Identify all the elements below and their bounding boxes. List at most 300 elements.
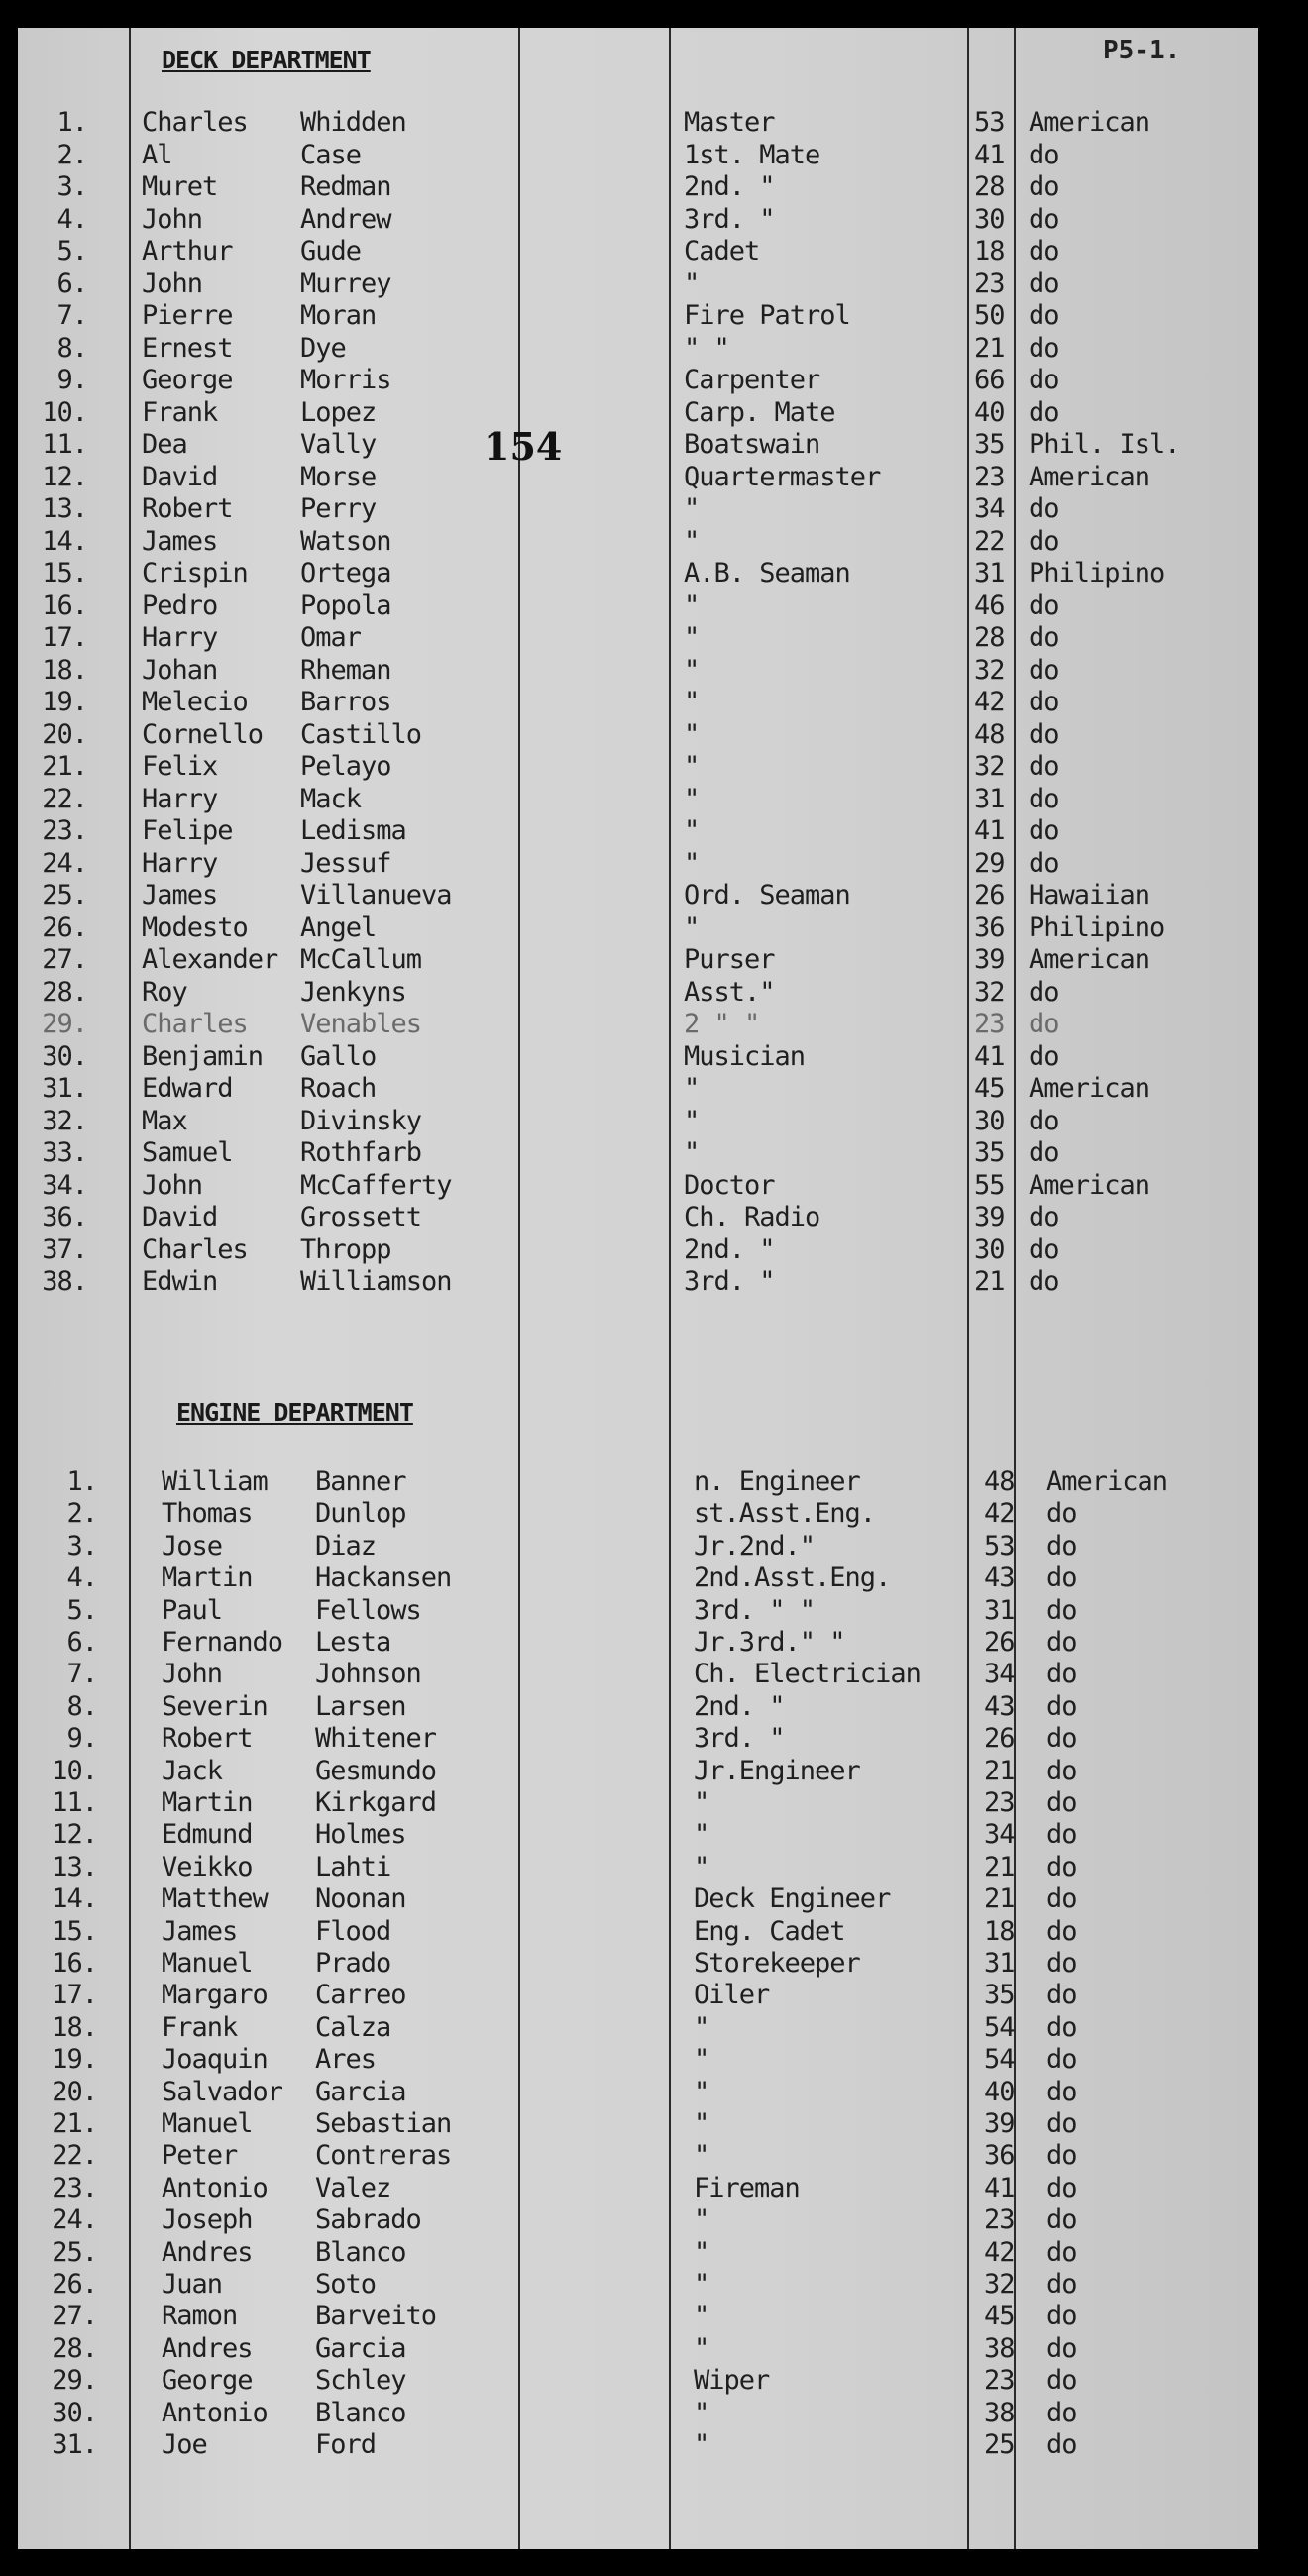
age: 31 xyxy=(974,558,1005,589)
nationality: do xyxy=(1029,171,1059,202)
age: 39 xyxy=(974,1202,1005,1233)
row-number: 14. xyxy=(42,525,87,557)
row-number: 12. xyxy=(42,461,87,492)
last-name: Gude xyxy=(300,236,362,267)
rank: " xyxy=(694,2108,709,2139)
nationality: American xyxy=(1029,944,1150,975)
crew-row xyxy=(18,687,1258,718)
row-number: 4. xyxy=(56,203,87,235)
nationality: do xyxy=(1046,1562,1077,1594)
first-name: James xyxy=(142,880,218,911)
last-name: Pelayo xyxy=(300,751,391,782)
first-name: David xyxy=(142,461,218,492)
row-number: 9. xyxy=(56,365,87,395)
page-stamp-number: 154 xyxy=(484,424,563,469)
row-number: 29. xyxy=(52,2365,97,2397)
last-name: Morris xyxy=(300,365,391,395)
last-name: Popola xyxy=(300,590,391,621)
last-name: Grossett xyxy=(300,1202,422,1233)
row-number: 33. xyxy=(42,1137,87,1168)
rank: " xyxy=(694,2204,709,2236)
crew-row xyxy=(18,751,1258,783)
age: 41 xyxy=(974,815,1005,846)
rank: 3rd. " xyxy=(684,203,775,235)
crew-row xyxy=(18,1137,1258,1169)
crew-row xyxy=(18,365,1258,396)
age: 41 xyxy=(984,2172,1015,2203)
rank: Doctor xyxy=(684,1169,775,1201)
nationality: do xyxy=(1046,2140,1077,2172)
last-name: Barveito xyxy=(315,2301,437,2332)
row-number: 22. xyxy=(42,783,87,814)
crew-row xyxy=(18,171,1258,203)
age: 18 xyxy=(974,236,1005,267)
nationality: do xyxy=(1046,1498,1077,1530)
row-number: 28. xyxy=(52,2332,97,2364)
last-name: Dunlop xyxy=(315,1498,406,1530)
nationality: do xyxy=(1046,1690,1077,1722)
age: 23 xyxy=(974,1009,1005,1039)
crew-row xyxy=(18,493,1258,525)
age: 48 xyxy=(984,1466,1015,1497)
first-name: Roy xyxy=(142,976,187,1008)
rank: " xyxy=(694,2044,709,2076)
rank: Fire Patrol xyxy=(684,300,850,331)
row-number: 17. xyxy=(52,1980,97,2011)
first-name: John xyxy=(142,203,203,235)
age: 36 xyxy=(974,912,1005,943)
last-name: Rheman xyxy=(300,654,391,686)
nationality: American xyxy=(1029,461,1150,492)
first-name: Pierre xyxy=(142,300,233,331)
last-name: Lopez xyxy=(300,396,377,428)
nationality: do xyxy=(1029,815,1059,846)
first-name: Matthew xyxy=(162,1883,268,1915)
rank: " xyxy=(694,2397,709,2428)
age: 54 xyxy=(984,2011,1015,2043)
rank: Wiper xyxy=(694,2365,770,2397)
first-name: William xyxy=(162,1466,268,1497)
age: 39 xyxy=(974,944,1005,975)
first-name: Salvador xyxy=(162,2076,283,2107)
last-name: McCallum xyxy=(300,944,422,975)
crew-row xyxy=(18,107,1258,139)
age: 32 xyxy=(974,751,1005,782)
last-name: Sabrado xyxy=(315,2204,421,2236)
last-name: Blanco xyxy=(315,2236,406,2268)
last-name: Perry xyxy=(300,493,377,524)
age: 26 xyxy=(974,880,1005,911)
rank: Ch. Electrician xyxy=(694,1659,921,1690)
row-number: 37. xyxy=(42,1234,87,1265)
first-name: Frank xyxy=(162,2011,238,2043)
first-name: Andres xyxy=(162,2236,253,2268)
age: 23 xyxy=(984,2204,1015,2236)
nationality: do xyxy=(1029,1234,1059,1265)
last-name: Ford xyxy=(315,2429,377,2460)
crew-row xyxy=(18,1819,1258,1851)
last-name: Watson xyxy=(300,525,391,557)
nationality: do xyxy=(1029,622,1059,653)
nationality: do xyxy=(1029,332,1059,364)
age: 53 xyxy=(984,1530,1015,1561)
rank: Jr.3rd." " xyxy=(694,1627,845,1658)
crew-row xyxy=(18,397,1258,429)
age: 30 xyxy=(974,203,1005,235)
age: 23 xyxy=(974,268,1005,299)
first-name: Harry xyxy=(142,622,218,653)
row-number: 7. xyxy=(66,1659,97,1690)
first-name: Thomas xyxy=(162,1498,253,1530)
first-name: John xyxy=(142,268,203,299)
row-number: 23. xyxy=(52,2172,97,2203)
row-number: 30. xyxy=(42,1040,87,1072)
age: 26 xyxy=(984,1627,1015,1658)
crew-row xyxy=(18,2301,1258,2332)
rank: Carp. Mate xyxy=(684,396,835,428)
first-name: John xyxy=(142,1169,203,1201)
age: 54 xyxy=(984,2044,1015,2076)
last-name: Kirkgard xyxy=(315,1787,437,1818)
row-number: 23. xyxy=(42,815,87,846)
crew-row xyxy=(18,558,1258,590)
age: 36 xyxy=(984,2140,1015,2172)
last-name: Sebastian xyxy=(315,2108,452,2139)
age: 39 xyxy=(984,2108,1015,2139)
crew-row xyxy=(18,1787,1258,1819)
age: 48 xyxy=(974,718,1005,750)
rank: 2nd. " xyxy=(694,1690,785,1722)
first-name: Martin xyxy=(162,1562,253,1594)
last-name: Dye xyxy=(300,332,346,364)
row-number: 24. xyxy=(42,847,87,879)
age: 41 xyxy=(974,139,1005,170)
nationality: do xyxy=(1029,1137,1059,1168)
crew-row xyxy=(18,1691,1258,1723)
last-name: Angel xyxy=(300,912,377,943)
first-name: Alexander xyxy=(142,944,278,975)
nationality: Hawaiian xyxy=(1029,880,1150,911)
rank: Eng. Cadet xyxy=(694,1915,845,1947)
age: 35 xyxy=(974,429,1005,460)
first-name: Harry xyxy=(142,783,218,814)
first-name: Margaro xyxy=(162,1980,268,2011)
first-name: Harry xyxy=(142,847,218,879)
crew-row xyxy=(18,1883,1258,1915)
age: 34 xyxy=(984,1819,1015,1851)
crew-row xyxy=(18,1073,1258,1105)
first-name: James xyxy=(162,1915,238,1947)
nationality: Phil. Isl. xyxy=(1029,429,1180,460)
age: 21 xyxy=(974,1266,1005,1297)
last-name: Whitener xyxy=(315,1723,437,1755)
age: 29 xyxy=(974,847,1005,879)
first-name: Melecio xyxy=(142,687,248,717)
first-name: Martin xyxy=(162,1787,253,1818)
rank: " xyxy=(684,622,700,653)
first-name: Al xyxy=(142,139,172,170)
age: 22 xyxy=(974,525,1005,557)
age: 35 xyxy=(984,1980,1015,2011)
last-name: Mack xyxy=(300,783,362,814)
crew-row xyxy=(18,2398,1258,2429)
last-name: Contreras xyxy=(315,2140,452,2172)
rank: 3rd. " " xyxy=(694,1594,816,1626)
crew-row xyxy=(18,655,1258,687)
crew-row xyxy=(18,944,1258,976)
age: 38 xyxy=(984,2397,1015,2428)
row-number: 25. xyxy=(42,880,87,911)
row-number: 6. xyxy=(66,1627,97,1658)
crew-row xyxy=(18,268,1258,300)
crew-row xyxy=(18,1562,1258,1594)
first-name: Edwin xyxy=(142,1266,218,1297)
last-name: Andrew xyxy=(300,203,391,235)
nationality: American xyxy=(1046,1466,1168,1497)
first-name: Antonio xyxy=(162,2172,268,2203)
rank: " xyxy=(684,525,700,557)
row-number: 8. xyxy=(66,1690,97,1722)
first-name: John xyxy=(162,1659,223,1690)
first-name: James xyxy=(142,525,218,557)
age: 32 xyxy=(984,2269,1015,2300)
row-number: 3. xyxy=(56,171,87,202)
row-number: 34. xyxy=(42,1169,87,1201)
age: 55 xyxy=(974,1169,1005,1201)
row-number: 19. xyxy=(52,2044,97,2076)
last-name: Williamson xyxy=(300,1266,452,1297)
last-name: Whidden xyxy=(300,107,406,138)
nationality: do xyxy=(1046,1819,1077,1851)
row-number: 2. xyxy=(66,1498,97,1530)
last-name: Carreo xyxy=(315,1980,406,2011)
nationality: do xyxy=(1029,525,1059,557)
crew-row xyxy=(18,912,1258,944)
nationality: do xyxy=(1046,2365,1077,2397)
rank: 1st. Mate xyxy=(684,139,820,170)
age: 18 xyxy=(984,1915,1015,1947)
row-number: 5. xyxy=(66,1594,97,1626)
last-name: Blanco xyxy=(315,2397,406,2428)
nationality: do xyxy=(1029,1040,1059,1072)
row-number: 1. xyxy=(56,107,87,138)
rank: " xyxy=(684,687,700,717)
last-name: Omar xyxy=(300,622,362,653)
age: 31 xyxy=(984,1948,1015,1979)
first-name: Felix xyxy=(142,751,218,782)
row-number: 5. xyxy=(56,236,87,267)
age: 31 xyxy=(974,783,1005,814)
crew-row xyxy=(18,1041,1258,1073)
crew-row xyxy=(18,1498,1258,1530)
row-number: 15. xyxy=(52,1915,97,1947)
nationality: do xyxy=(1029,203,1059,235)
last-name: Soto xyxy=(315,2269,377,2300)
first-name: Muret xyxy=(142,171,218,202)
rank: " xyxy=(684,493,700,524)
last-name: Garcia xyxy=(315,2076,406,2107)
age: 45 xyxy=(974,1073,1005,1104)
last-name: Larsen xyxy=(315,1690,406,1722)
rank: " xyxy=(694,1819,709,1851)
rank: " xyxy=(694,2301,709,2332)
rank: " xyxy=(684,654,700,686)
nationality: do xyxy=(1029,139,1059,170)
nationality: do xyxy=(1029,654,1059,686)
nationality: do xyxy=(1046,1915,1077,1947)
nationality: do xyxy=(1029,590,1059,621)
rank: " xyxy=(694,2011,709,2043)
rank: " xyxy=(694,2140,709,2172)
age: 40 xyxy=(984,2076,1015,2107)
nationality: do xyxy=(1046,1980,1077,2011)
last-name: Calza xyxy=(315,2011,391,2043)
nationality: do xyxy=(1046,1883,1077,1915)
age: 23 xyxy=(984,1787,1015,1818)
last-name: Schley xyxy=(315,2365,406,2397)
last-name: Castillo xyxy=(300,718,422,750)
rank: " xyxy=(694,1851,709,1882)
crew-row xyxy=(18,2269,1258,2301)
age: 26 xyxy=(984,1723,1015,1755)
rank: " xyxy=(694,2429,709,2460)
age: 38 xyxy=(984,2332,1015,2364)
nationality: do xyxy=(1046,1755,1077,1786)
row-number: 21. xyxy=(52,2108,97,2139)
nationality: do xyxy=(1029,847,1059,879)
crew-row xyxy=(18,236,1258,268)
first-name: Fernando xyxy=(162,1627,283,1658)
last-name: Jenkyns xyxy=(300,976,406,1008)
rank: 2 " " xyxy=(684,1009,760,1039)
rank: st.Asst.Eng. xyxy=(694,1498,876,1530)
age: 46 xyxy=(974,590,1005,621)
row-number: 7. xyxy=(56,300,87,331)
first-name: Max xyxy=(142,1105,187,1136)
nationality: do xyxy=(1046,2397,1077,2428)
last-name: Valez xyxy=(315,2172,391,2203)
last-name: Prado xyxy=(315,1948,391,1979)
first-name: Crispin xyxy=(142,558,248,589)
nationality: do xyxy=(1046,2011,1077,2043)
row-number: 1. xyxy=(66,1466,97,1497)
last-name: Diaz xyxy=(315,1530,377,1561)
row-number: 15. xyxy=(42,558,87,589)
row-number: 31. xyxy=(52,2429,97,2460)
rank: Carpenter xyxy=(684,365,820,395)
last-name: Roach xyxy=(300,1073,377,1104)
nationality: do xyxy=(1029,365,1059,395)
crew-row xyxy=(18,333,1258,365)
rank: Storekeeper xyxy=(694,1948,860,1979)
nationality: do xyxy=(1029,1105,1059,1136)
crew-list-page xyxy=(18,28,1258,2549)
last-name: Venables xyxy=(300,1009,422,1039)
rank: " xyxy=(684,1105,700,1136)
row-number: 28. xyxy=(42,976,87,1008)
last-name: Banner xyxy=(315,1466,406,1497)
nationality: do xyxy=(1029,976,1059,1008)
nationality: do xyxy=(1046,2044,1077,2076)
row-number: 38. xyxy=(42,1266,87,1297)
age: 21 xyxy=(984,1851,1015,1882)
rank: 3rd. " xyxy=(684,1266,775,1297)
nationality: American xyxy=(1029,1169,1150,1201)
nationality: Philipino xyxy=(1029,912,1165,943)
crew-row xyxy=(18,1466,1258,1498)
crew-row xyxy=(18,2140,1258,2172)
first-name: Pedro xyxy=(142,590,218,621)
last-name: Barros xyxy=(300,687,391,717)
crew-row xyxy=(18,1266,1258,1298)
crew-row xyxy=(18,1916,1258,1948)
row-number: 18. xyxy=(42,654,87,686)
nationality: do xyxy=(1029,687,1059,717)
row-number: 30. xyxy=(52,2397,97,2428)
first-name: Benjamin xyxy=(142,1040,264,1072)
first-name: Severin xyxy=(162,1690,268,1722)
rank: Master xyxy=(684,107,775,138)
row-number: 22. xyxy=(52,2140,97,2172)
first-name: Cornello xyxy=(142,718,264,750)
last-name: Jessuf xyxy=(300,847,391,879)
rank: " xyxy=(684,783,700,814)
rank: " xyxy=(684,815,700,846)
first-name: David xyxy=(142,1202,218,1233)
age: 45 xyxy=(984,2301,1015,2332)
age: 34 xyxy=(984,1659,1015,1690)
nationality: do xyxy=(1046,1723,1077,1755)
crew-row xyxy=(18,462,1258,493)
age: 35 xyxy=(974,1137,1005,1168)
age: 31 xyxy=(984,1594,1015,1626)
row-number: 17. xyxy=(42,622,87,653)
rank: Fireman xyxy=(694,2172,800,2203)
crew-row xyxy=(18,848,1258,880)
last-name: Rothfarb xyxy=(300,1137,422,1168)
crew-row xyxy=(18,300,1258,332)
nationality: do xyxy=(1046,1948,1077,1979)
rank: Deck Engineer xyxy=(694,1883,891,1915)
nationality: do xyxy=(1029,300,1059,331)
age: 23 xyxy=(984,2365,1015,2397)
crew-row xyxy=(18,2365,1258,2397)
age: 50 xyxy=(974,300,1005,331)
last-name: Noonan xyxy=(315,1883,406,1915)
row-number: 13. xyxy=(42,493,87,524)
last-name: Divinsky xyxy=(300,1105,422,1136)
last-name: Gallo xyxy=(300,1040,377,1072)
rank: " xyxy=(684,718,700,750)
row-number: 20. xyxy=(52,2076,97,2107)
age: 32 xyxy=(974,976,1005,1008)
row-number: 16. xyxy=(42,590,87,621)
rank: " xyxy=(694,2269,709,2300)
nationality: do xyxy=(1046,2108,1077,2139)
last-name: Ledisma xyxy=(300,815,406,846)
nationality: do xyxy=(1046,1659,1077,1690)
rank: Oiler xyxy=(694,1980,770,2011)
rank: Asst." xyxy=(684,976,775,1008)
nationality: do xyxy=(1029,783,1059,814)
rank: Jr.2nd." xyxy=(694,1530,816,1561)
crew-row xyxy=(18,2429,1258,2461)
age: 53 xyxy=(974,107,1005,138)
first-name: Edmund xyxy=(162,1819,253,1851)
row-number: 6. xyxy=(56,268,87,299)
age: 21 xyxy=(974,332,1005,364)
nationality: do xyxy=(1046,2429,1077,2460)
